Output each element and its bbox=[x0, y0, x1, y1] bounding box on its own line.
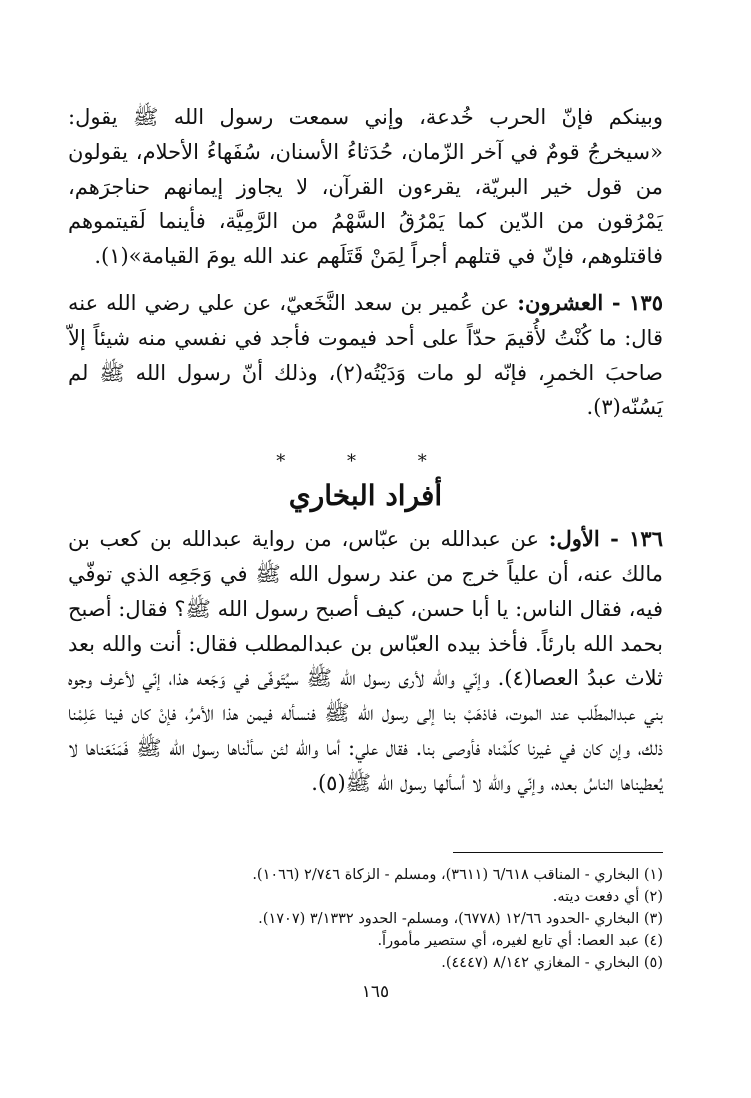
footnotes bbox=[68, 864, 663, 974]
paragraph-text: وبينكم فإنّ الحرب خُدعة، وإني سمعت رسول الله ﷺ يقول: «سيخرجُ قومٌ في آخر الزّمان، حُدَثاءُ الأسنان، سُفَهاءُ الأحلام، يقولون من قول خير البريّة، يقرءون القرآن، لا يجاوز إيمانهم حناجرَهم، يَمْرُقون من الدّين كما يَمْرُقُ السَّهْمُ من الرَّمِيَّة، فأينما لَقيتموهم فاقتلوهم، فإنّ في قتلهم أجراً لِمَنْ قَتَلَهم عند الله يومَ القيامة»(١). bbox=[68, 105, 663, 269]
hadith-number-label: ١٣٥ - العشرون: bbox=[517, 289, 663, 315]
section-heading: أفراد البخاري bbox=[288, 479, 443, 513]
paragraph-hadith-continuation bbox=[68, 100, 663, 274]
section-separator: * * * bbox=[276, 451, 455, 473]
footnote-item: (٢) أي دفعت ديته. bbox=[552, 889, 663, 905]
paragraph-text: عن عبدالله بن عبّاس، من رواية عبدالله بن كعب بن مالك عنه، أن علياً خرج من عند رسول الله ﷺ في وَجَعِه الذي توفّي فيه، فقال الناس: يا أبا حسن، كيف أصبح رسول الله ﷺ؟ فقال: أصبح بحمد الله بارئاً. فأخذ بيده العبّاس بن عبدالمطلب فقال: أنت والله بعد ثلاث عبدُ العصا(٤). وإنّي والله لأرى رسول الله ﷺ سيُتَوفّى في وَجَعه هذا، إنّي لأعرف وجوه بني عبدالمطّلب عند الموت، فاذهَبْ بنا إلى رسول الله ﷺ فنسأله فيمن هذا الأمرُ، فإنْ كان فينا عَلِمْنا ذلك، وإن كان في غيرنا كلّمْناه فأوصى بنا. فقال علي: أما والله لئن سألْناها رسول الله ﷺ فَمَنَعَناها لا يُعطيناها الناسُ بعده، وإنّي والله لا أسألها رسول الله ﷺ(٥). bbox=[68, 527, 664, 795]
paragraph-text: عن عُمير بن سعد النَّخَعيّ، عن علي رضي الله عنه قال: ما كُنْتُ لأُقيمَ حدّاً على أحد فيموت فأجد في نفسي منه شيئاً إلاّ صاحبَ الخمرِ، فإنّه لو مات وَدَيْتُه(٢)، وذلك أنّ رسول الله ﷺ لم يَسُنّه(٣). bbox=[68, 290, 663, 420]
footnote-divider bbox=[453, 852, 663, 853]
hadith-number-label: ١٣٦ - الأول: bbox=[548, 526, 663, 552]
page-number: ١٦٥ bbox=[361, 982, 390, 1002]
footnote-item: (٣) البخاري -الحدود ١٢/٦٦ (٦٧٧٨)، ومسلم- الحدود ٣/١٣٣٢ (١٧٠٧). bbox=[258, 911, 663, 927]
footnote-item: (١) البخاري - المناقب ٦/٦١٨ (٣٦١١)، ومسلم - الزكاة ٢/٧٤٦ (١٠٦٦). bbox=[252, 867, 663, 883]
paragraph-hadith-136 bbox=[68, 522, 663, 800]
footnote-item: (٥) البخاري - المغازي ٨/١٤٢ (٤٤٤٧). bbox=[441, 955, 663, 971]
footnote-item: (٤) عبد العصا: أي تابع لغيره، أي ستصير مأموراً. bbox=[377, 933, 663, 949]
paragraph-hadith-135 bbox=[68, 286, 663, 425]
